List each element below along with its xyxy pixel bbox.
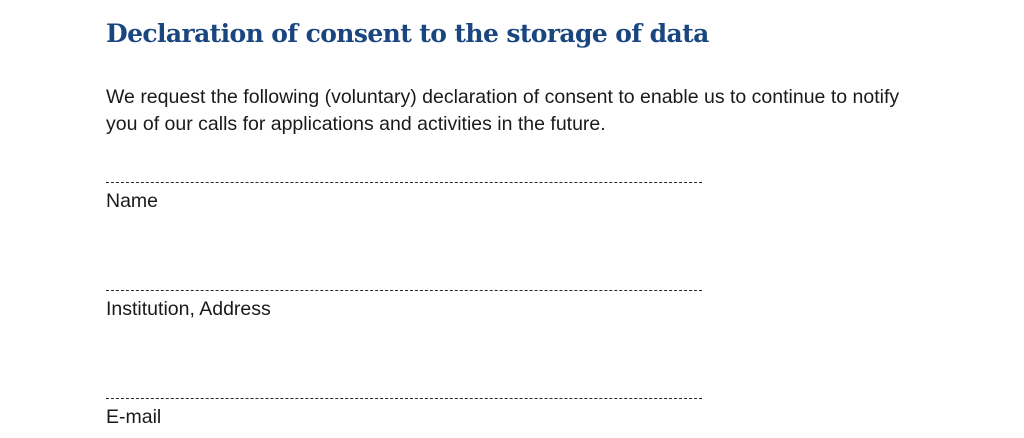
name-signature-line[interactable] — [106, 182, 702, 183]
email-signature-line[interactable] — [106, 398, 702, 399]
intro-paragraph: We request the following (voluntary) declaration of consent to enable us to continue to notify you of our calls for applications and activities in the future. — [106, 86, 900, 135]
name-label: Name — [106, 190, 159, 212]
institution-address-field[interactable] — [106, 290, 706, 321]
institution-address-signature-line[interactable] — [106, 290, 702, 291]
name-field[interactable] — [106, 182, 706, 213]
email-label: E-mail — [106, 406, 162, 428]
institution-address-label: Institution, Address — [106, 298, 271, 320]
page-title: Declaration of consent to the storage of data — [106, 19, 709, 48]
email-field[interactable] — [106, 398, 706, 429]
